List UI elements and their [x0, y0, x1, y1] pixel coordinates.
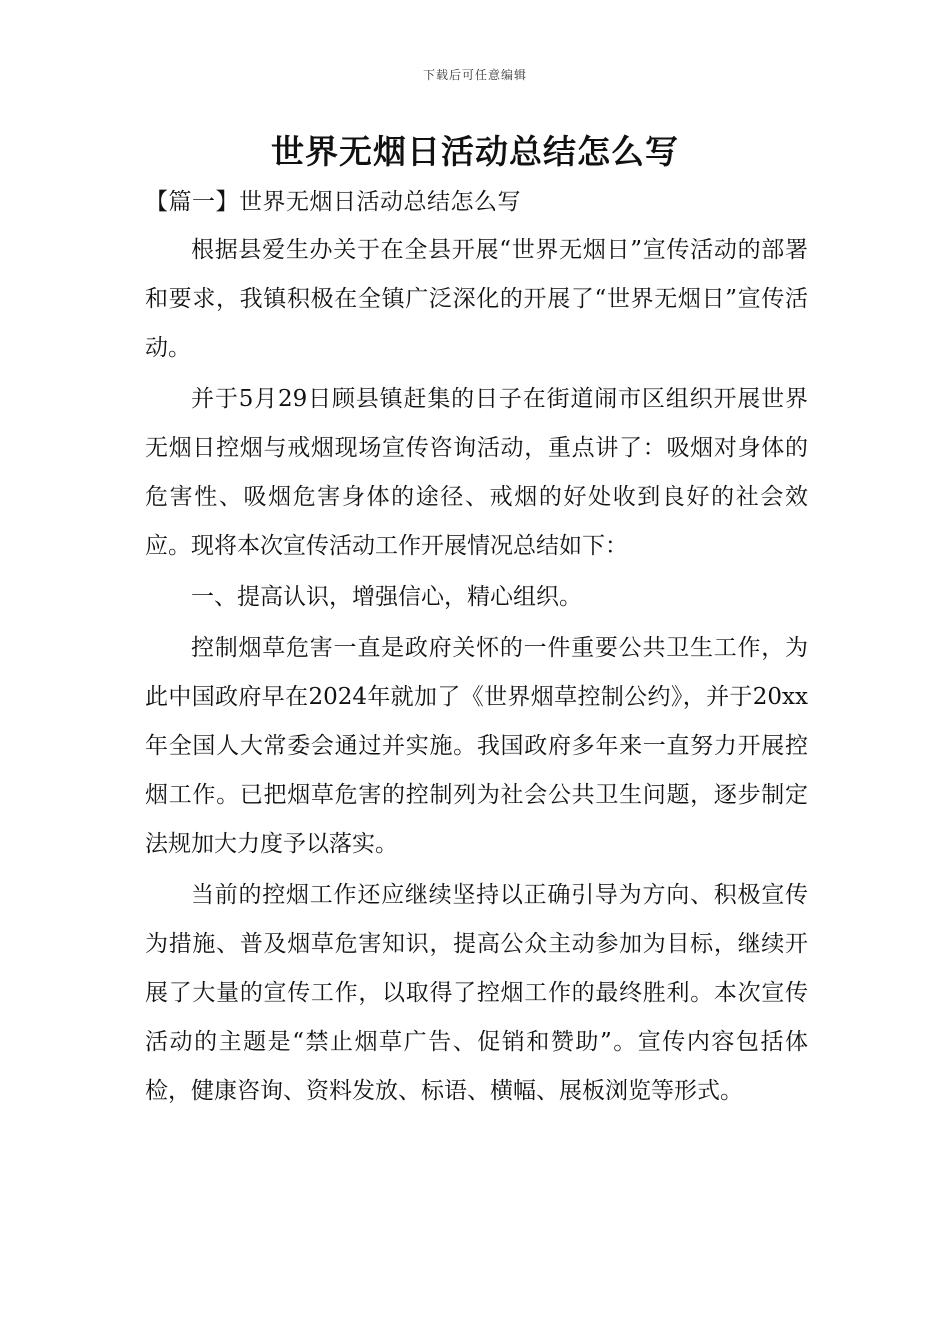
paragraph: 根据县爱生办关于在全县开展“世界无烟日”宣传活动的部署和要求，我镇积极在全镇广泛深化的开展了“世界无烟日”宣传活动。 [145, 237, 808, 361]
document-title: 世界无烟日活动总结怎么写 [271, 132, 679, 171]
header-note: 下载后可任意编辑 [422, 68, 527, 82]
paragraph: 一、提高认识，增强信心，精心组织。 [191, 584, 582, 610]
document-body [145, 226, 808, 1116]
paragraph: 并于5月29日顾县镇赶集的日子在街道闹市区组织开展世界无烟日控烟与戒烟现场宣传咨询活动，重点讲了：吸烟对身体的危害性、吸烟危害身体的途径、戒烟的好处收到良好的社会效应。现将本次宣传活动工作开展情况总结如下： [145, 386, 808, 559]
section-heading: 【篇一】世界无烟日活动总结怎么写 [145, 189, 521, 215]
paragraph: 当前的控烟工作还应继续坚持以正确引导为方向、积极宣传为措施、普及烟草危害知识，提高公众主动参加为目标，继续开展了大量的宣传工作，以取得了控烟工作的最终胜利。本次宣传活动的主题是“禁止烟草广告、促销和赞助”。宣传内容包括体检，健康咨询、资料发放、标语、横幅、展板浏览等形式。 [145, 882, 808, 1104]
paragraph: 控制烟草危害一直是政府关怀的一件重要公共卫生工作，为此中国政府早在2024年就加了《世界烟草控制公约》，并于20xx年全国人大常委会通过并实施。我国政府多年来一直努力开展控烟工作。已把烟草危害的控制列为社会公共卫生问题，逐步制定法规加大力度予以落实。 [145, 635, 808, 857]
